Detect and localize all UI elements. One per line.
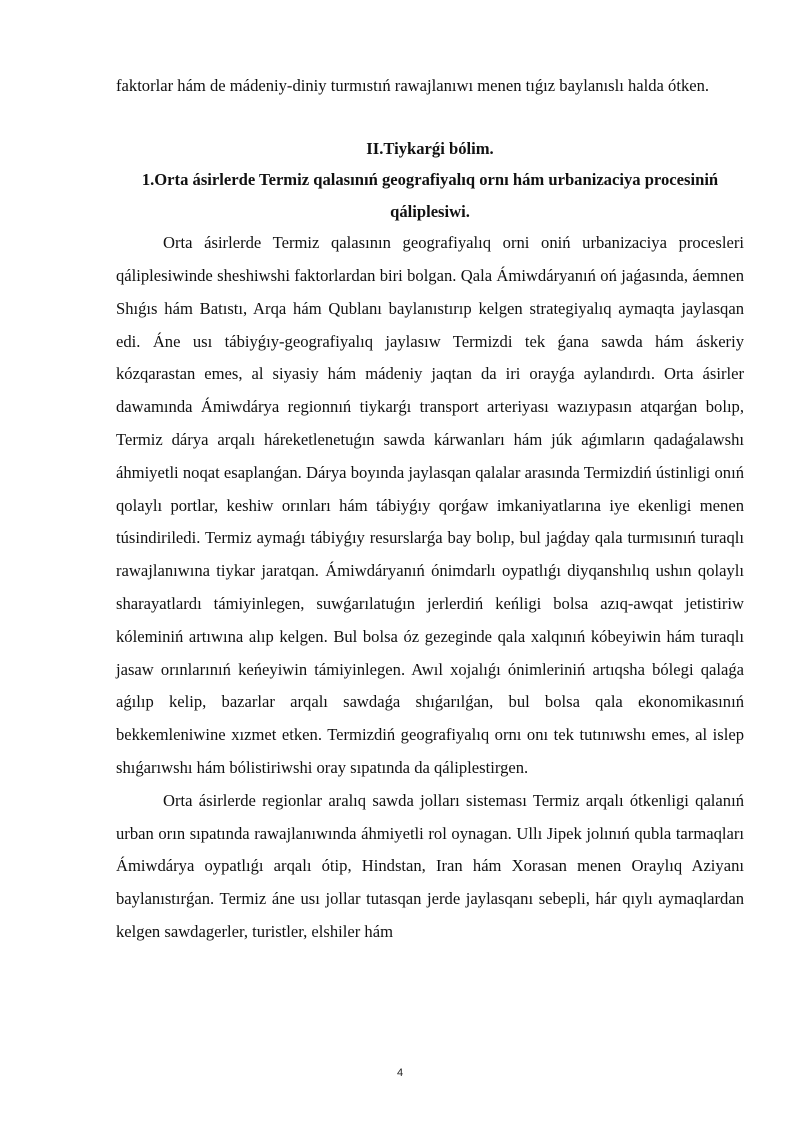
section-heading-block bbox=[116, 133, 744, 228]
subsection-title: 1.Orta ásirlerde Termiz qalasınıń geografiyalıq ornı hám urbanizaciya procesiniń qáliplesiwi. bbox=[141, 170, 719, 221]
body-paragraph-1: Orta ásirlerde Termiz qalasının geografiyalıq orni oniń urbanizaciya procesleri qáliplesiwinde sheshiwshi faktorlardan biri bolgan. Qala Ámiwdáryanıń oń jaǵasında, áemnen Shıǵıs hám Batıstı, Arqa hám Qublanı baylanıstırıp kelgen strategiyalıq aymaqta jaylasqan edi. Áne usı tábiyǵıy-geografiyalıq jaylasıw Termizdi tek ǵana sawda hám áskeriy kózqarastan emes, al siyasiy hám mádeniy jaqtan da iri orayǵa aylandırdı. Orta ásirler dawamında Ámiwdárya regionnıń tiykarǵı transport arteriyası wazıypasın atqarǵan bolıp, Termiz dárya arqalı háreketlenetuǵın sawda kárwanları hám júk aǵımların qadaǵalawshı áhmiyetli noqat esaplanǵan. Dárya boyında jaylasqan qalalar arasında Termizdiń ústinligi onıń qolaylı portlar, keshiw orınları hám tábiyǵıy qorǵaw imkaniyatlarına iye ekenligi menen túsindiriledi. Termiz aymaǵı tábiyǵıy resurslarǵa bay bolıp, bul jaǵday qala turmısınıń turaqlı rawajlanıwına tiykar jaratqan. Ámiwdáryanıń ónimdarlı oypatlıǵı diyqanshılıq ushın qolaylı sharayatlardı támiyinlegen, suwǵarılatuǵın jerlerdiń keńligi bolsa azıq-awqat jetistiriw kóleminiń artıwına alıp kelgen. Bul bolsa óz gezeginde qala xalqınıń kóbeyiwin hám turaqlı jasaw orınlarınıń keńeyiwin támiyinlegen. Awıl xojalıǵı ónimleriniń artıqsha bólegi qalaǵa aǵılıp kelip, bazarlar arqalı sawdaǵa shıǵarılǵan, bul bolsa qala ekonomikasınıń bekkemleniwine xızmet etken. Termizdiń geografiyalıq ornı onı tek tutınıwshı emes, al islep shıǵarıwshı hám bólistiriwshi oray sıpatında da qáliplestirgen. bbox=[116, 233, 744, 778]
body-paragraph-2: Orta ásirlerde regionlar aralıq sawda jolları sisteması Termiz arqalı ótkenligi qalanıń urban orın sıpatında rawajlanıwında áhmiyetli rol oynagan. Ullı Jipek jolınıń qubla tarmaqları Ámiwdárya oypatlıǵı arqalı ótip, Hindstan, Iran hám Xorasan menen Oraylıq Aziyanı baylanıstırǵan. Termiz áne usı jollar tutasqan jerde jaylasqanı sebepli, hár qıylı aymaqlardan kelgen sawdagerler, turistler, elshiler hám bbox=[116, 790, 744, 942]
intro-paragraph: faktorlar hám de mádeniy-diniy turmıstıń rawajlanıwı menen tıǵız baylanıslı halda ótken. bbox=[116, 76, 710, 95]
section-title: II.Tiykarǵi bólim. bbox=[366, 138, 494, 158]
document-page bbox=[116, 70, 744, 949]
page-number: 4 bbox=[396, 1067, 404, 1079]
